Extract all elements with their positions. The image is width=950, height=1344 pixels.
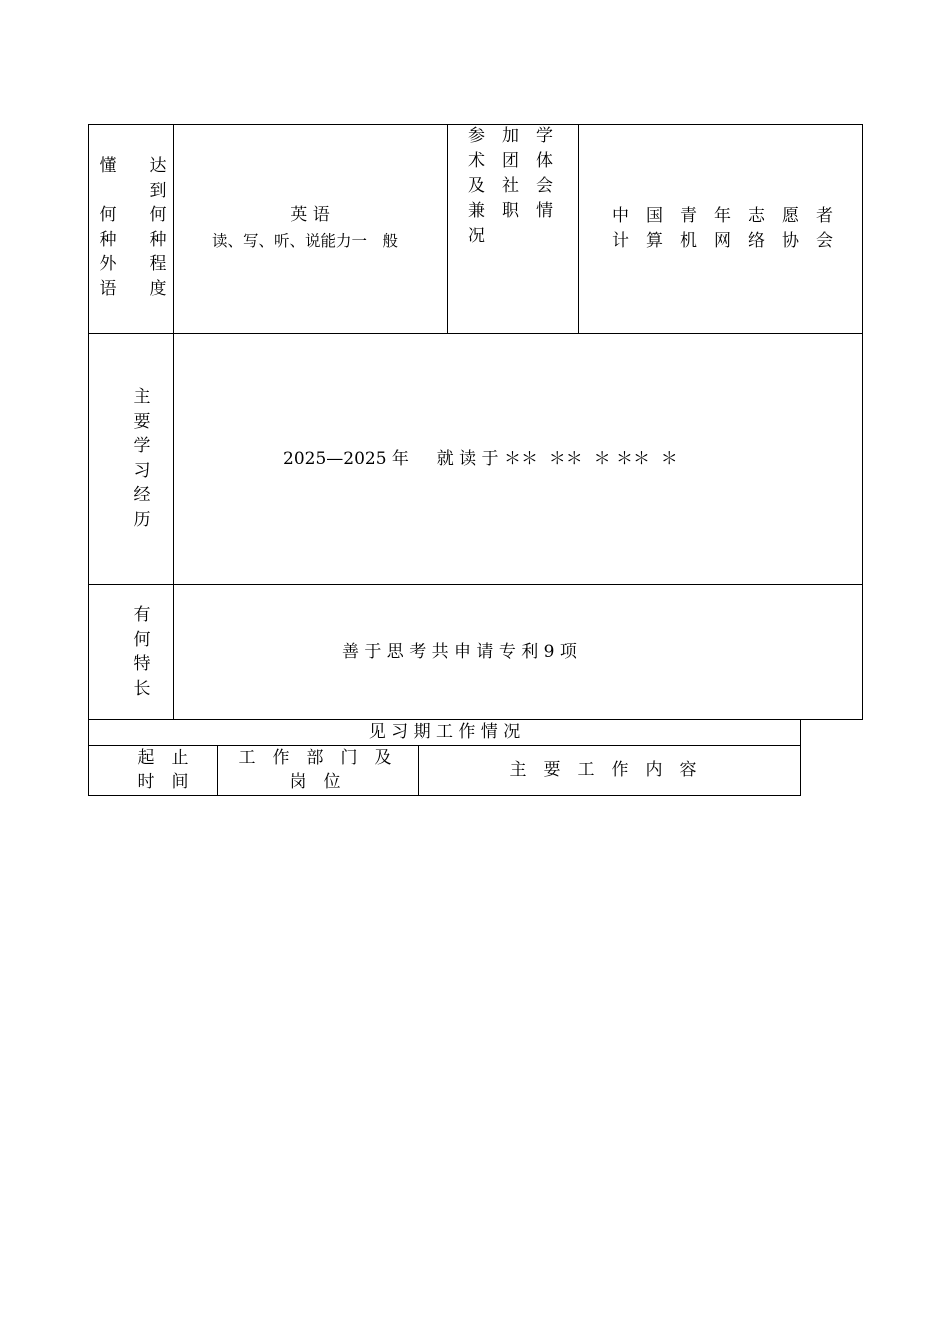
language-label-col1: 懂 何 种 外 语	[99, 156, 117, 299]
internship-title: 见 习 期 工 作 情 况	[368, 722, 521, 742]
internship-col-content: 主 要 工 作 内 容	[509, 760, 697, 780]
education-content: 2025—2025 年 就 读 于 ＊＊ ＊＊ ＊ ＊＊ ＊	[283, 449, 678, 469]
specialty-label: 有 何 特 长	[133, 605, 151, 699]
internship-col-dept-line1: 工 作 部 门 及	[238, 748, 392, 768]
specialty-content: 善 于 思 考 共 申 请 专 利 9 项	[342, 642, 577, 662]
row-divider-1	[88, 333, 863, 334]
association-item-1: 中 国 青 年 志 愿 者	[612, 206, 833, 226]
internship-col-dept-line2: 岗 位	[289, 772, 341, 792]
language-name: 英 语	[290, 205, 330, 225]
internship-col-period-line1: 起 止	[137, 748, 189, 768]
row1-divider-a	[447, 124, 448, 334]
row-divider-2	[88, 584, 863, 585]
language-label-col2: 达 到 何 种 程 度	[149, 156, 167, 299]
language-ability: 读、写、听、说能力一 般	[211, 232, 398, 250]
education-label: 主 要 学 习 经 历	[133, 387, 151, 530]
associations-label: 参 加 学 术 团 体 及 社 会 兼 职 情 况	[468, 126, 553, 246]
internship-col-period-line2: 时 间	[137, 772, 189, 792]
association-item-2: 计 算 机 网 络 协 会	[612, 231, 833, 251]
row1-divider-b	[578, 124, 579, 334]
